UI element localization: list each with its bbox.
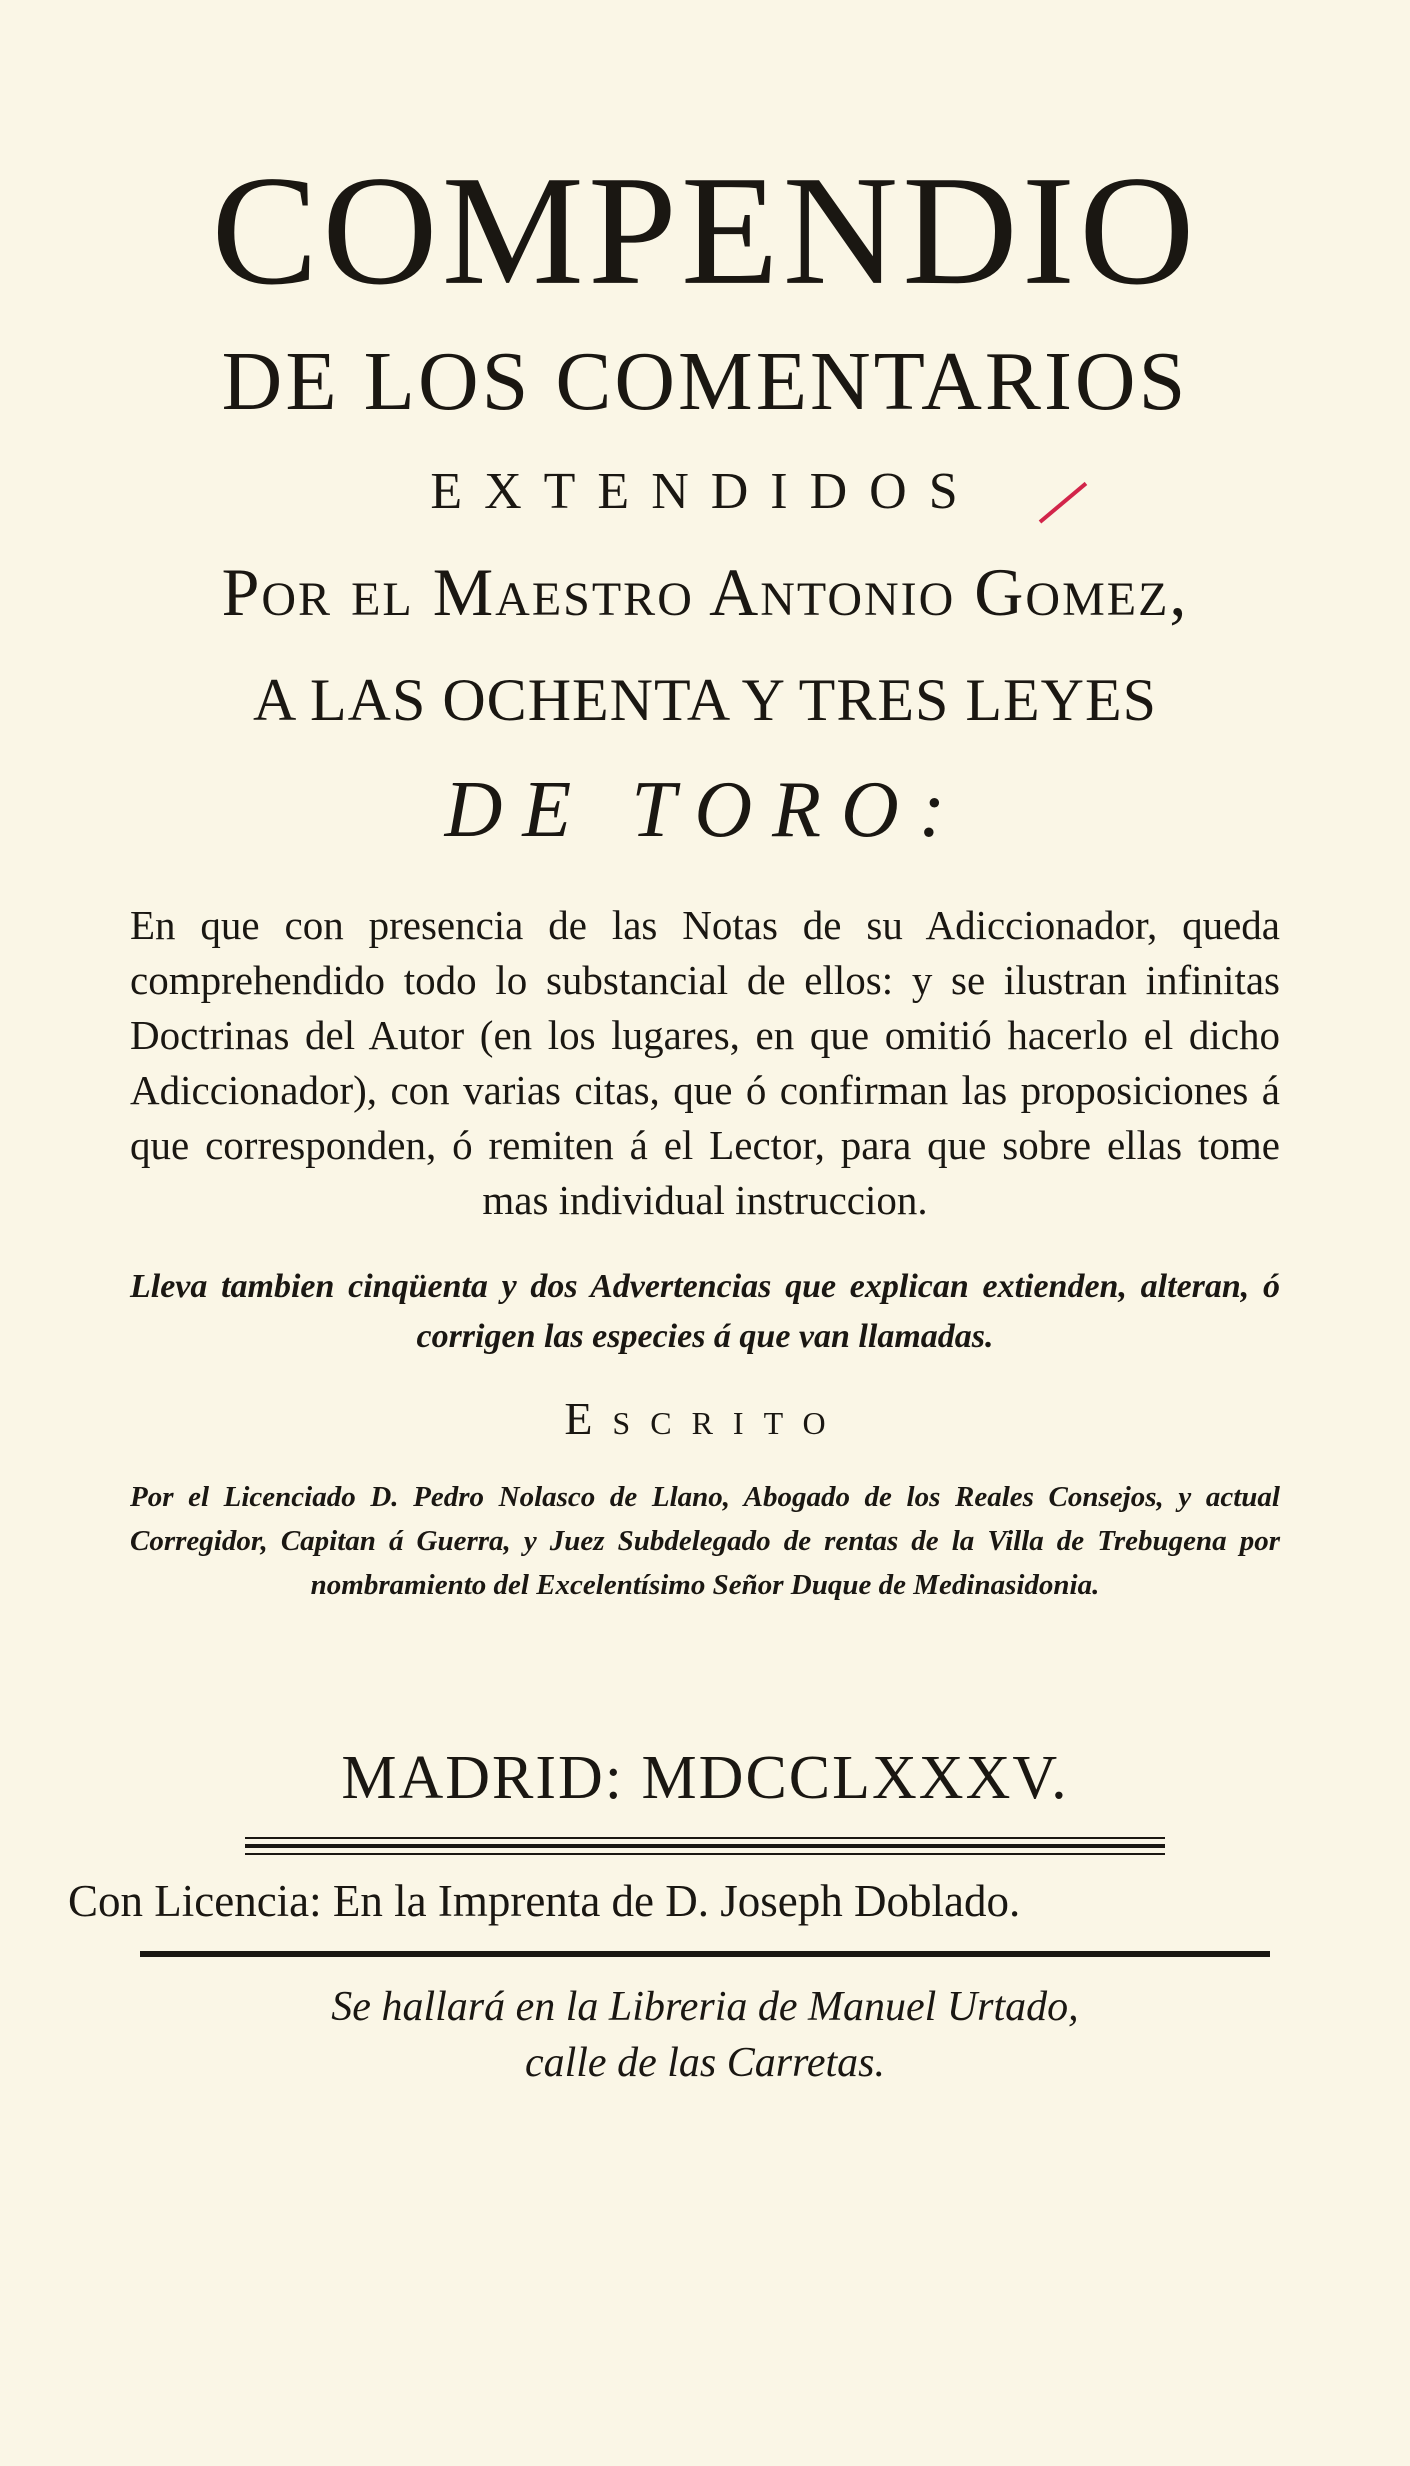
title-author-line: Por el Maestro Antonio Gomez,: [221, 554, 1189, 630]
title-leyes: A LAS OCHENTA Y TRES LEYES: [252, 667, 1158, 733]
imprint-libreria-line1: Se hallará en la Libreria de Manuel Urtado,: [331, 1983, 1079, 2030]
title-compendio: COMPENDIO: [211, 142, 1199, 318]
imprint-libreria-line2: calle de las Carretas.: [524, 2039, 886, 2086]
imprint-place-date: MADRID: MDCCLXXXV.: [341, 1744, 1069, 1812]
advertencias-paragraph: Lleva tambien cinqüenta y dos Advertencias que explican extienden, alteran, ó corrigen las especies á que van llamadas.: [130, 1268, 1280, 1355]
description-paragraph: En que con presencia de las Notas de su Adiccionador, queda comprehendido todo lo substancial de ellos: y se ilustran infinitas Doctrinas del Autor (en los lugares, en que omitió hacerlo el dicho Adiccionador), con varias citas, que ó confirman las proposiciones á que corresponden, ó remiten á el Lector, para que sobre ellas tome mas individual instruccion.: [130, 902, 1280, 1223]
rule-line: [245, 1837, 1165, 1839]
author-note: Por el Licenciado D. Pedro Nolasco de Llano, Abogado de los Reales Consejos, y actual Corregidor, Capitan á Guerra, y Juez Subdelegado de rentas de la Villa de Trebugena por nombramiento del Excelentísimo Señor Duque de Medinasidonia.: [130, 1481, 1280, 1601]
title-extendidos: EXTENDIDOS: [430, 463, 980, 520]
separator-rule: [140, 1951, 1270, 1957]
title-de-toro: DE TORO:: [444, 766, 966, 854]
double-rule: [245, 1837, 1165, 1855]
title-de-los-comentarios: DE LOS COMENTARIOS: [221, 335, 1189, 428]
escrito-heading: Escrito: [564, 1393, 846, 1444]
rule-line: [245, 1844, 1165, 1848]
rule-line: [245, 1853, 1165, 1855]
imprint-licencia: Con Licencia: En la Imprenta de D. Joseph Doblado.: [68, 1876, 1021, 1926]
